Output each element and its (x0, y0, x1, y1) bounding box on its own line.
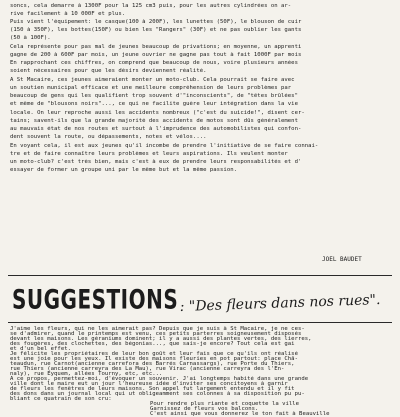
text-line: est une joie pour les yeux. Il existe des maisons fleuries en pot partout: place Châ- (10, 356, 298, 362)
text-line: (150 à 350F), les bottes(150F) ou bien les "Rangers" (30F) et ne pas oublier les gants (10, 27, 302, 33)
poem-line: Pour rendre plus riante et coquette la ville (150, 401, 300, 407)
text-line: soncs, cela demarre à 1300F pour la 125 cm3 puis, pour les autres cylindrées on ar- (10, 3, 292, 9)
text-line: J'aime les fleurs, qui ne les aimerait pas? Depuis que je suis à St Macaire, je ne ces- (10, 326, 305, 332)
text-line: un moto-club? c'est très bien, mais c'est à eux de prendre leurs responsabilités et d' (10, 159, 302, 165)
text-line: rue Thiers (ancienne carreyra des La Mau), rue Virac (ancienne carreyra des l'En- (10, 366, 285, 372)
text-line: au mauvais état de nos routes et surtout à l'imprudence des automobilistes qui confon- (10, 126, 302, 132)
text-line: de fleurs les fenêtres de leurs maisons. Son appel fut largement entendu et il y fit (10, 386, 295, 392)
text-line: rive facilement à 10 000F et plus. (10, 11, 126, 17)
text-line: devant les maisons. Les géraniums dominent; il y a aussi des plantes vertes, des lierres, (10, 336, 312, 342)
text-line: et même de "blousons noirs"..., ce qui ne facilite guère leur intégration dans la vie (10, 101, 298, 107)
text-line: beaucoup de gens qui les qualifient trop souvent d'"inconscients", de "têtes brûlées" (10, 93, 298, 99)
text-line: naly), rue Eyquem, allées Tourny, etc, etc... (10, 371, 163, 377)
text-line: Je félicite les propriétaires de leur bon goût et leur fais que ce qu'ils ont réalisé (10, 351, 298, 357)
text-line: des dons dans un journal local qui ut obligeamment ses colonnes à sa disposition pu pu- (10, 391, 305, 397)
text-line: locale. On leur reproche aussi les accidents nombreux ("c'est du suicide!", disent cer- (10, 110, 305, 116)
text-line: A St Macaire, ces jeunes aimeraient monter un moto-club. Cela pourrait se faire avec (10, 77, 295, 83)
heading-subtitle: : "Des fleurs dans nos rues". (179, 292, 381, 315)
text-line: un soutien municipal efficace et une meilleure compréhension de leurs problèmes par (10, 85, 292, 91)
text-line: ville dont le maire eut un jour l'heureuse idée d'inviter ses concitoyens à garnir (10, 381, 288, 387)
text-line: soient nécessaires pour que les désirs deviennent réalité. (10, 68, 207, 74)
text-line: (50 à 100F). (10, 35, 51, 41)
section-divider (8, 275, 392, 276)
text-line: Puis vient l'équipement: le casque(100 à 200F), les lunettes (50F), le blouson de cuir (10, 19, 302, 25)
heading-underline (8, 322, 392, 323)
author-signature: JOEL BAUDET (322, 256, 362, 263)
heading-title: SUGGESTIONS (12, 282, 179, 315)
section-heading (12, 282, 381, 315)
text-line: gagne de 200 à 600F par mois, un jeune ouvrier ne gagne pas tout à fait 1000F par mois (10, 52, 302, 58)
text-line: se d'admirer, quand le printemps est venu, ces petits parterres soigneusement disposés (10, 331, 302, 337)
text-line: des fougères, des clochettes, des bégonias..., que sais-je encore? Tout cela est gai (10, 341, 295, 347)
poem-line: C'est ainsi que vous donnerez le ton fait à Beauville (150, 411, 330, 417)
text-line: dent souvent la route, ou dépassements, notes et vélos.... (10, 134, 207, 140)
text-line: Cela représente pour pas mal de jeunes beaucoup de privations; en moyenne, un apprenti (10, 44, 302, 50)
text-line: essayer de former un groupe uni par le même but et la même passion. (10, 167, 237, 173)
text-line: tre et de faire connaître leurs problèmes et leurs aspirations. Ils veulent monter (10, 151, 288, 157)
text-line: En rapprochant ces chiffres, on comprend que beaucoup de nous, voire plusieurs années (10, 60, 298, 66)
text-line: En voyant cela, il est aux jeunes qu'il incombe de prendre l'initiative de se faire connai- (10, 143, 319, 149)
text-line: tains; savent-ils que la grande majorité des accidents de motos sont dûs généralement (10, 118, 298, 124)
text-line: et d'un bel effet. (10, 346, 71, 352)
text-line: teaudun, rue Carnot(ancienne carrefora des Barrés Carnassargs), rue Porte du Thiers, (10, 361, 295, 367)
text-line: A ce propos, permettez-moi, d'évoquer un souvenir. J'ai longtemps habité dans une grande (10, 376, 309, 382)
poem-line: Garnissez de fleurs vos balcons. (150, 406, 259, 412)
text-line: bliant ce quatrain de son cru: (10, 396, 112, 402)
